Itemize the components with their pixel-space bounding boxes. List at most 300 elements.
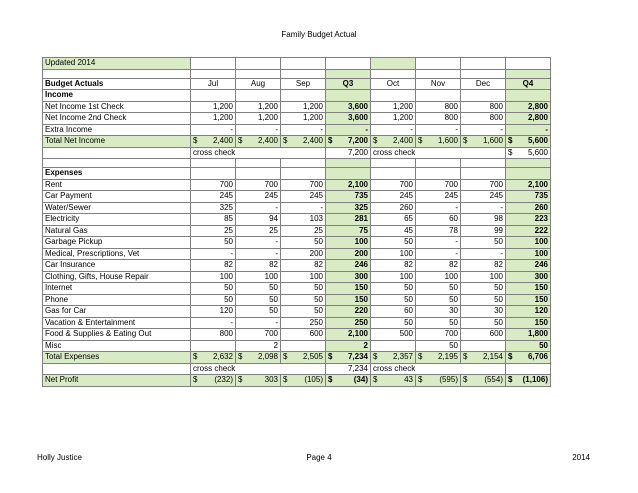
empty-cell — [326, 159, 371, 168]
value-cell: 735 — [326, 191, 371, 203]
value-cell: 100 — [506, 237, 551, 249]
value-cell: 700 — [236, 329, 281, 341]
currency-symbol: $ — [418, 136, 423, 146]
currency-symbol: $ — [193, 352, 198, 362]
expense-row — [43, 329, 551, 341]
value-cell: 100 — [371, 248, 416, 260]
column-header-aug: Aug — [236, 78, 281, 90]
cell-value: 43 — [404, 375, 413, 385]
updated-label: Updated 2014 — [43, 58, 191, 70]
cell-value: 303 — [264, 375, 278, 385]
empty-cell — [326, 168, 371, 180]
value-cell: 223 — [506, 214, 551, 226]
currency-symbol: $ — [283, 136, 288, 146]
empty-cell — [43, 147, 191, 159]
expense-row — [43, 237, 551, 249]
value-cell: 50 — [191, 283, 236, 295]
expense-row — [43, 317, 551, 329]
income-row — [43, 101, 551, 113]
cell-value: 6,706 — [527, 352, 548, 362]
value-cell: - — [281, 124, 326, 136]
value-cell: - — [191, 317, 236, 329]
value-cell: 150 — [326, 294, 371, 306]
cross-check-label: cross check — [191, 363, 326, 375]
empty-cell — [506, 159, 551, 168]
income-section-row — [43, 90, 551, 102]
value-cell: 3,600 — [326, 101, 371, 113]
value-cell: 50 — [461, 317, 506, 329]
currency-symbol: $ — [463, 352, 468, 362]
blank-row — [43, 69, 551, 78]
row-label: Water/Sewer — [43, 202, 191, 214]
value-cell: 100 — [506, 248, 551, 260]
value-cell: 1,200 — [371, 101, 416, 113]
value-cell: - — [191, 124, 236, 136]
empty-cell — [236, 69, 281, 78]
header-label: Budget Actuals — [43, 78, 191, 90]
value-cell: 100 — [371, 271, 416, 283]
value-cell: 50 — [191, 237, 236, 249]
budget-spreadsheet — [42, 57, 551, 387]
empty-cell — [416, 69, 461, 78]
value-cell: 325 — [191, 202, 236, 214]
cell-value: 7,234 — [347, 352, 368, 362]
empty-cell — [326, 90, 371, 102]
total-income-cell — [506, 136, 551, 148]
value-cell: 50 — [371, 237, 416, 249]
value-cell: 30 — [461, 306, 506, 318]
value-cell: 50 — [461, 283, 506, 295]
row-label: Extra Income — [43, 124, 191, 136]
column-header-q4: Q4 — [506, 78, 551, 90]
value-cell: 800 — [416, 113, 461, 125]
value-cell: 50 — [461, 294, 506, 306]
total-income-cell — [371, 136, 416, 148]
net-profit-label: Net Profit — [43, 375, 191, 387]
value-cell: 2,100 — [506, 179, 551, 191]
total-expenses-cell — [281, 352, 326, 364]
empty-cell — [371, 69, 416, 78]
value-cell: 120 — [506, 306, 551, 318]
currency-symbol: $ — [328, 375, 333, 385]
value-cell: - — [461, 124, 506, 136]
value-cell: - — [191, 248, 236, 260]
value-cell: 1,200 — [281, 101, 326, 113]
net-profit-cell — [461, 375, 506, 387]
total-income-cell — [416, 136, 461, 148]
cell-value: 2,632 — [212, 352, 233, 362]
value-cell: 94 — [236, 214, 281, 226]
value-cell: 245 — [461, 191, 506, 203]
empty-cell — [326, 69, 371, 78]
total-net-income-row — [43, 136, 551, 148]
currency-symbol: $ — [193, 375, 198, 385]
value-cell: 700 — [236, 179, 281, 191]
column-header-sep: Sep — [281, 78, 326, 90]
cell-value: 5,600 — [527, 136, 548, 146]
empty-cell — [191, 58, 236, 70]
value-cell: 250 — [281, 317, 326, 329]
empty-cell — [281, 69, 326, 78]
cell-value: 2,098 — [257, 352, 278, 362]
value-cell: 100 — [191, 271, 236, 283]
value-cell: 2,800 — [506, 101, 551, 113]
value-cell: 246 — [326, 260, 371, 272]
cell-value: 2,154 — [482, 352, 503, 362]
value-cell: 250 — [326, 317, 371, 329]
empty-cell — [191, 168, 236, 180]
value-cell: 99 — [461, 225, 506, 237]
row-label: Clothing, Gifts, House Repair — [43, 271, 191, 283]
value-cell: 50 — [191, 294, 236, 306]
row-label: Electricity — [43, 214, 191, 226]
value-cell: 2,100 — [326, 179, 371, 191]
cell-value: (105) — [304, 375, 323, 385]
value-cell: 700 — [461, 179, 506, 191]
value-cell: 82 — [281, 260, 326, 272]
value-cell: 50 — [236, 283, 281, 295]
value-cell: - — [236, 237, 281, 249]
empty-cell — [191, 90, 236, 102]
value-cell: 50 — [416, 340, 461, 352]
expense-row — [43, 294, 551, 306]
currency-symbol: $ — [508, 147, 513, 157]
value-cell: 260 — [371, 202, 416, 214]
value-cell: 150 — [326, 283, 371, 295]
row-label: Vacation & Entertainment — [43, 317, 191, 329]
expense-row — [43, 214, 551, 226]
cross-check-income-row — [43, 147, 551, 159]
value-cell: 100 — [281, 271, 326, 283]
currency-symbol: $ — [283, 352, 288, 362]
row-label: Garbage Pickup — [43, 237, 191, 249]
empty-cell — [461, 69, 506, 78]
value-cell: 2,800 — [506, 113, 551, 125]
cell-value: 2,505 — [302, 352, 323, 362]
expenses-section-label: Expenses — [43, 168, 191, 180]
cell-value: 2,400 — [302, 136, 323, 146]
total-expenses-label: Total Expenses — [43, 352, 191, 364]
value-cell: 30 — [416, 306, 461, 318]
row-label: Rent — [43, 179, 191, 191]
value-cell: 220 — [326, 306, 371, 318]
expense-row — [43, 179, 551, 191]
value-cell: 800 — [461, 101, 506, 113]
value-cell — [281, 340, 326, 352]
total-income-cell — [191, 136, 236, 148]
value-cell: 50 — [281, 237, 326, 249]
currency-symbol: $ — [283, 375, 288, 385]
value-cell: 25 — [281, 225, 326, 237]
total-income-cell — [461, 136, 506, 148]
total-expenses-row — [43, 352, 551, 364]
blank-row — [43, 159, 551, 168]
expense-row — [43, 191, 551, 203]
value-cell: 25 — [236, 225, 281, 237]
empty-cell — [191, 159, 236, 168]
total-expenses-cell — [371, 352, 416, 364]
empty-cell — [461, 90, 506, 102]
empty-cell — [416, 58, 461, 70]
expense-row — [43, 260, 551, 272]
expense-row — [43, 283, 551, 295]
empty-cell — [281, 168, 326, 180]
value-cell: 2,100 — [326, 329, 371, 341]
currency-symbol: $ — [418, 375, 423, 385]
value-cell: 245 — [371, 191, 416, 203]
value-cell: - — [326, 124, 371, 136]
empty-cell — [236, 159, 281, 168]
empty-cell — [326, 58, 371, 70]
value-cell: 65 — [371, 214, 416, 226]
currency-symbol: $ — [508, 352, 513, 362]
value-cell: 1,200 — [236, 101, 281, 113]
value-cell: 245 — [281, 191, 326, 203]
net-profit-cell — [506, 375, 551, 387]
value-cell: 300 — [506, 271, 551, 283]
value-cell: 100 — [326, 237, 371, 249]
value-cell: 281 — [326, 214, 371, 226]
value-cell: 200 — [281, 248, 326, 260]
empty-cell — [416, 90, 461, 102]
value-cell: 45 — [371, 225, 416, 237]
value-cell: - — [236, 202, 281, 214]
empty-cell — [236, 90, 281, 102]
cell-value: (1,106) — [522, 375, 548, 385]
income-row — [43, 124, 551, 136]
cell-value: (554) — [484, 375, 503, 385]
value-cell: - — [416, 248, 461, 260]
total-expenses-cell — [326, 352, 371, 364]
value-cell: 50 — [371, 317, 416, 329]
footer-page-number: Page 4 — [306, 453, 332, 462]
value-cell: 2 — [236, 340, 281, 352]
value-cell: 25 — [191, 225, 236, 237]
cross-check-label: cross check — [371, 363, 506, 375]
empty-cell — [371, 168, 416, 180]
value-cell: 82 — [191, 260, 236, 272]
net-profit-cell — [191, 375, 236, 387]
empty-cell — [416, 159, 461, 168]
value-cell: 78 — [416, 225, 461, 237]
currency-symbol: $ — [373, 375, 378, 385]
empty-cell — [461, 159, 506, 168]
value-cell: 60 — [416, 214, 461, 226]
total-net-income-label: Total Net Income — [43, 136, 191, 148]
value-cell: - — [461, 248, 506, 260]
row-label: Misc — [43, 340, 191, 352]
value-cell: 600 — [461, 329, 506, 341]
cell-value: 1,600 — [437, 136, 458, 146]
row-label: Food & Supplies & Eating Out — [43, 329, 191, 341]
row-label: Car Payment — [43, 191, 191, 203]
value-cell: 98 — [461, 214, 506, 226]
value-cell: - — [236, 124, 281, 136]
value-cell — [371, 340, 416, 352]
row-label: Phone — [43, 294, 191, 306]
cell-value: 2,400 — [212, 136, 233, 146]
cross-check-expenses-row — [43, 363, 551, 375]
cell-value: (595) — [439, 375, 458, 385]
value-cell: 1,200 — [191, 113, 236, 125]
column-header-jul: Jul — [191, 78, 236, 90]
cross-check-q3-value: 7,200 — [326, 147, 371, 159]
value-cell: 800 — [461, 113, 506, 125]
value-cell: 50 — [416, 283, 461, 295]
row-label: Gas for Car — [43, 306, 191, 318]
footer-author: Holly Justice — [37, 453, 82, 462]
value-cell: 735 — [506, 191, 551, 203]
empty-cell — [506, 90, 551, 102]
expense-row — [43, 271, 551, 283]
value-cell: 700 — [191, 179, 236, 191]
value-cell: 246 — [506, 260, 551, 272]
value-cell: 50 — [371, 294, 416, 306]
expense-row — [43, 248, 551, 260]
cell-value: 2,400 — [392, 136, 413, 146]
value-cell: - — [371, 124, 416, 136]
value-cell: 50 — [416, 294, 461, 306]
income-section-label: Income — [43, 90, 191, 102]
column-header-dec: Dec — [461, 78, 506, 90]
value-cell: 50 — [236, 306, 281, 318]
currency-symbol: $ — [508, 375, 513, 385]
total-expenses-cell — [461, 352, 506, 364]
value-cell: 100 — [416, 271, 461, 283]
updated-row — [43, 58, 551, 70]
column-header-oct: Oct — [371, 78, 416, 90]
expense-row — [43, 340, 551, 352]
value-cell: 82 — [371, 260, 416, 272]
row-label: Medical, Prescriptions, Vet — [43, 248, 191, 260]
row-label: Car Insurance — [43, 260, 191, 272]
currency-symbol: $ — [328, 352, 333, 362]
value-cell: - — [416, 237, 461, 249]
net-profit-row — [43, 375, 551, 387]
document-title: Family Budget Actual — [281, 30, 357, 39]
value-cell: - — [416, 202, 461, 214]
net-profit-cell — [236, 375, 281, 387]
value-cell: 50 — [506, 340, 551, 352]
net-profit-cell — [371, 375, 416, 387]
net-profit-cell — [281, 375, 326, 387]
total-income-cell — [326, 136, 371, 148]
value-cell: 120 — [191, 306, 236, 318]
cell-value: 2,400 — [257, 136, 278, 146]
value-cell: - — [236, 317, 281, 329]
value-cell: 800 — [416, 101, 461, 113]
empty-cell — [281, 159, 326, 168]
value-cell: 100 — [236, 271, 281, 283]
empty-cell — [281, 90, 326, 102]
value-cell: 82 — [416, 260, 461, 272]
currency-symbol: $ — [463, 136, 468, 146]
value-cell: 245 — [236, 191, 281, 203]
cross-check-q3-value: 7,234 — [326, 363, 371, 375]
value-cell: 50 — [281, 294, 326, 306]
value-cell: - — [506, 124, 551, 136]
cell-value: (232) — [214, 375, 233, 385]
empty-cell — [236, 168, 281, 180]
value-cell: 50 — [416, 317, 461, 329]
value-cell: 3,600 — [326, 113, 371, 125]
value-cell: 50 — [461, 237, 506, 249]
currency-symbol: $ — [508, 136, 513, 146]
expense-row — [43, 202, 551, 214]
empty-cell — [281, 58, 326, 70]
cell-value: 1,600 — [482, 136, 503, 146]
total-expenses-cell — [416, 352, 461, 364]
empty-cell — [236, 58, 281, 70]
value-cell: 800 — [191, 329, 236, 341]
total-income-cell — [281, 136, 326, 148]
empty-cell — [371, 90, 416, 102]
value-cell: 700 — [281, 179, 326, 191]
value-cell: 75 — [326, 225, 371, 237]
empty-cell — [191, 69, 236, 78]
currency-symbol: $ — [373, 136, 378, 146]
income-row — [43, 113, 551, 125]
value-cell: 200 — [326, 248, 371, 260]
value-cell: 700 — [416, 329, 461, 341]
net-profit-cell — [326, 375, 371, 387]
cell-value: 2,195 — [437, 352, 458, 362]
value-cell: 150 — [506, 317, 551, 329]
value-cell: 500 — [371, 329, 416, 341]
value-cell: 245 — [191, 191, 236, 203]
net-profit-cell — [416, 375, 461, 387]
empty-cell — [43, 159, 191, 168]
expense-row — [43, 225, 551, 237]
row-label: Internet — [43, 283, 191, 295]
value-cell: 1,200 — [191, 101, 236, 113]
value-cell: 700 — [371, 179, 416, 191]
value-cell: 245 — [416, 191, 461, 203]
value-cell: 100 — [461, 271, 506, 283]
expense-row — [43, 306, 551, 318]
value-cell: - — [236, 248, 281, 260]
total-expenses-cell — [506, 352, 551, 364]
empty-cell — [461, 58, 506, 70]
expenses-section-row — [43, 168, 551, 180]
cross-check-label: cross check — [371, 147, 506, 159]
value-cell: 700 — [416, 179, 461, 191]
cell-value: 2,357 — [392, 352, 413, 362]
empty-cell — [461, 168, 506, 180]
empty-cell — [43, 69, 191, 78]
total-expenses-cell — [191, 352, 236, 364]
value-cell: 1,200 — [236, 113, 281, 125]
empty-cell — [371, 159, 416, 168]
empty-cell — [506, 168, 551, 180]
cell-value: 7,200 — [347, 136, 368, 146]
value-cell: 1,200 — [371, 113, 416, 125]
value-cell — [191, 340, 236, 352]
value-cell: 150 — [506, 283, 551, 295]
value-cell: 50 — [236, 294, 281, 306]
row-label: Net Income 2nd Check — [43, 113, 191, 125]
cell-value: 5,600 — [527, 147, 548, 157]
currency-symbol: $ — [463, 375, 468, 385]
currency-symbol: $ — [373, 352, 378, 362]
currency-symbol: $ — [328, 136, 333, 146]
cross-check-label: cross check — [191, 147, 326, 159]
footer-year: 2014 — [572, 453, 590, 462]
value-cell: 85 — [191, 214, 236, 226]
empty-cell — [43, 363, 191, 375]
value-cell: - — [416, 124, 461, 136]
empty-cell — [506, 58, 551, 70]
